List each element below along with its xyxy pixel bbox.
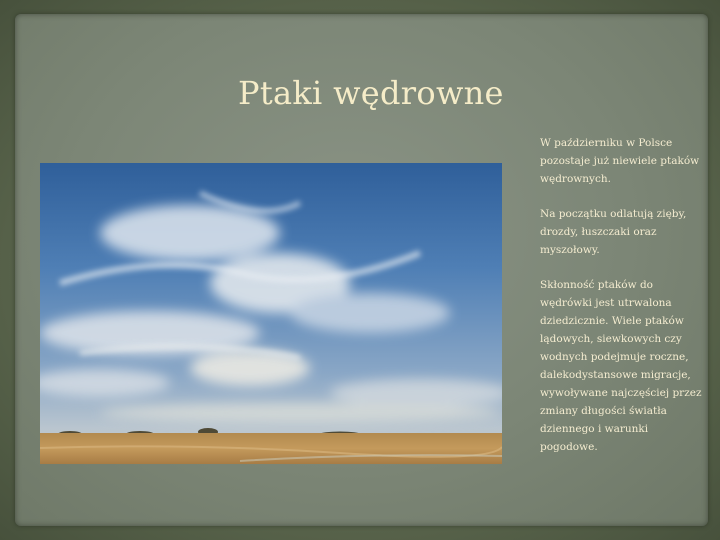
slide-body-text <box>540 134 708 473</box>
paragraph-1: W październiku w Polsce pozostaje już niewiele ptaków wędrownych. <box>540 137 700 185</box>
slide-title: Ptaki wędrowne <box>238 74 504 112</box>
sky-landscape-photo <box>40 163 502 464</box>
paragraph-3: Skłonność ptaków do wędrówki jest utrwalona dziedzicznie. Wiele ptaków lądowych, siewkowych czy wodnych podejmuje roczne, dalekodystansowe migracje, wywoływane najczęściej przez zmiany długości światła dziennego i warunki pogodowe. <box>540 279 702 453</box>
paragraph-2: Na początku odlatują zięby, drozdy, łuszczaki oraz myszołowy. <box>540 208 687 256</box>
